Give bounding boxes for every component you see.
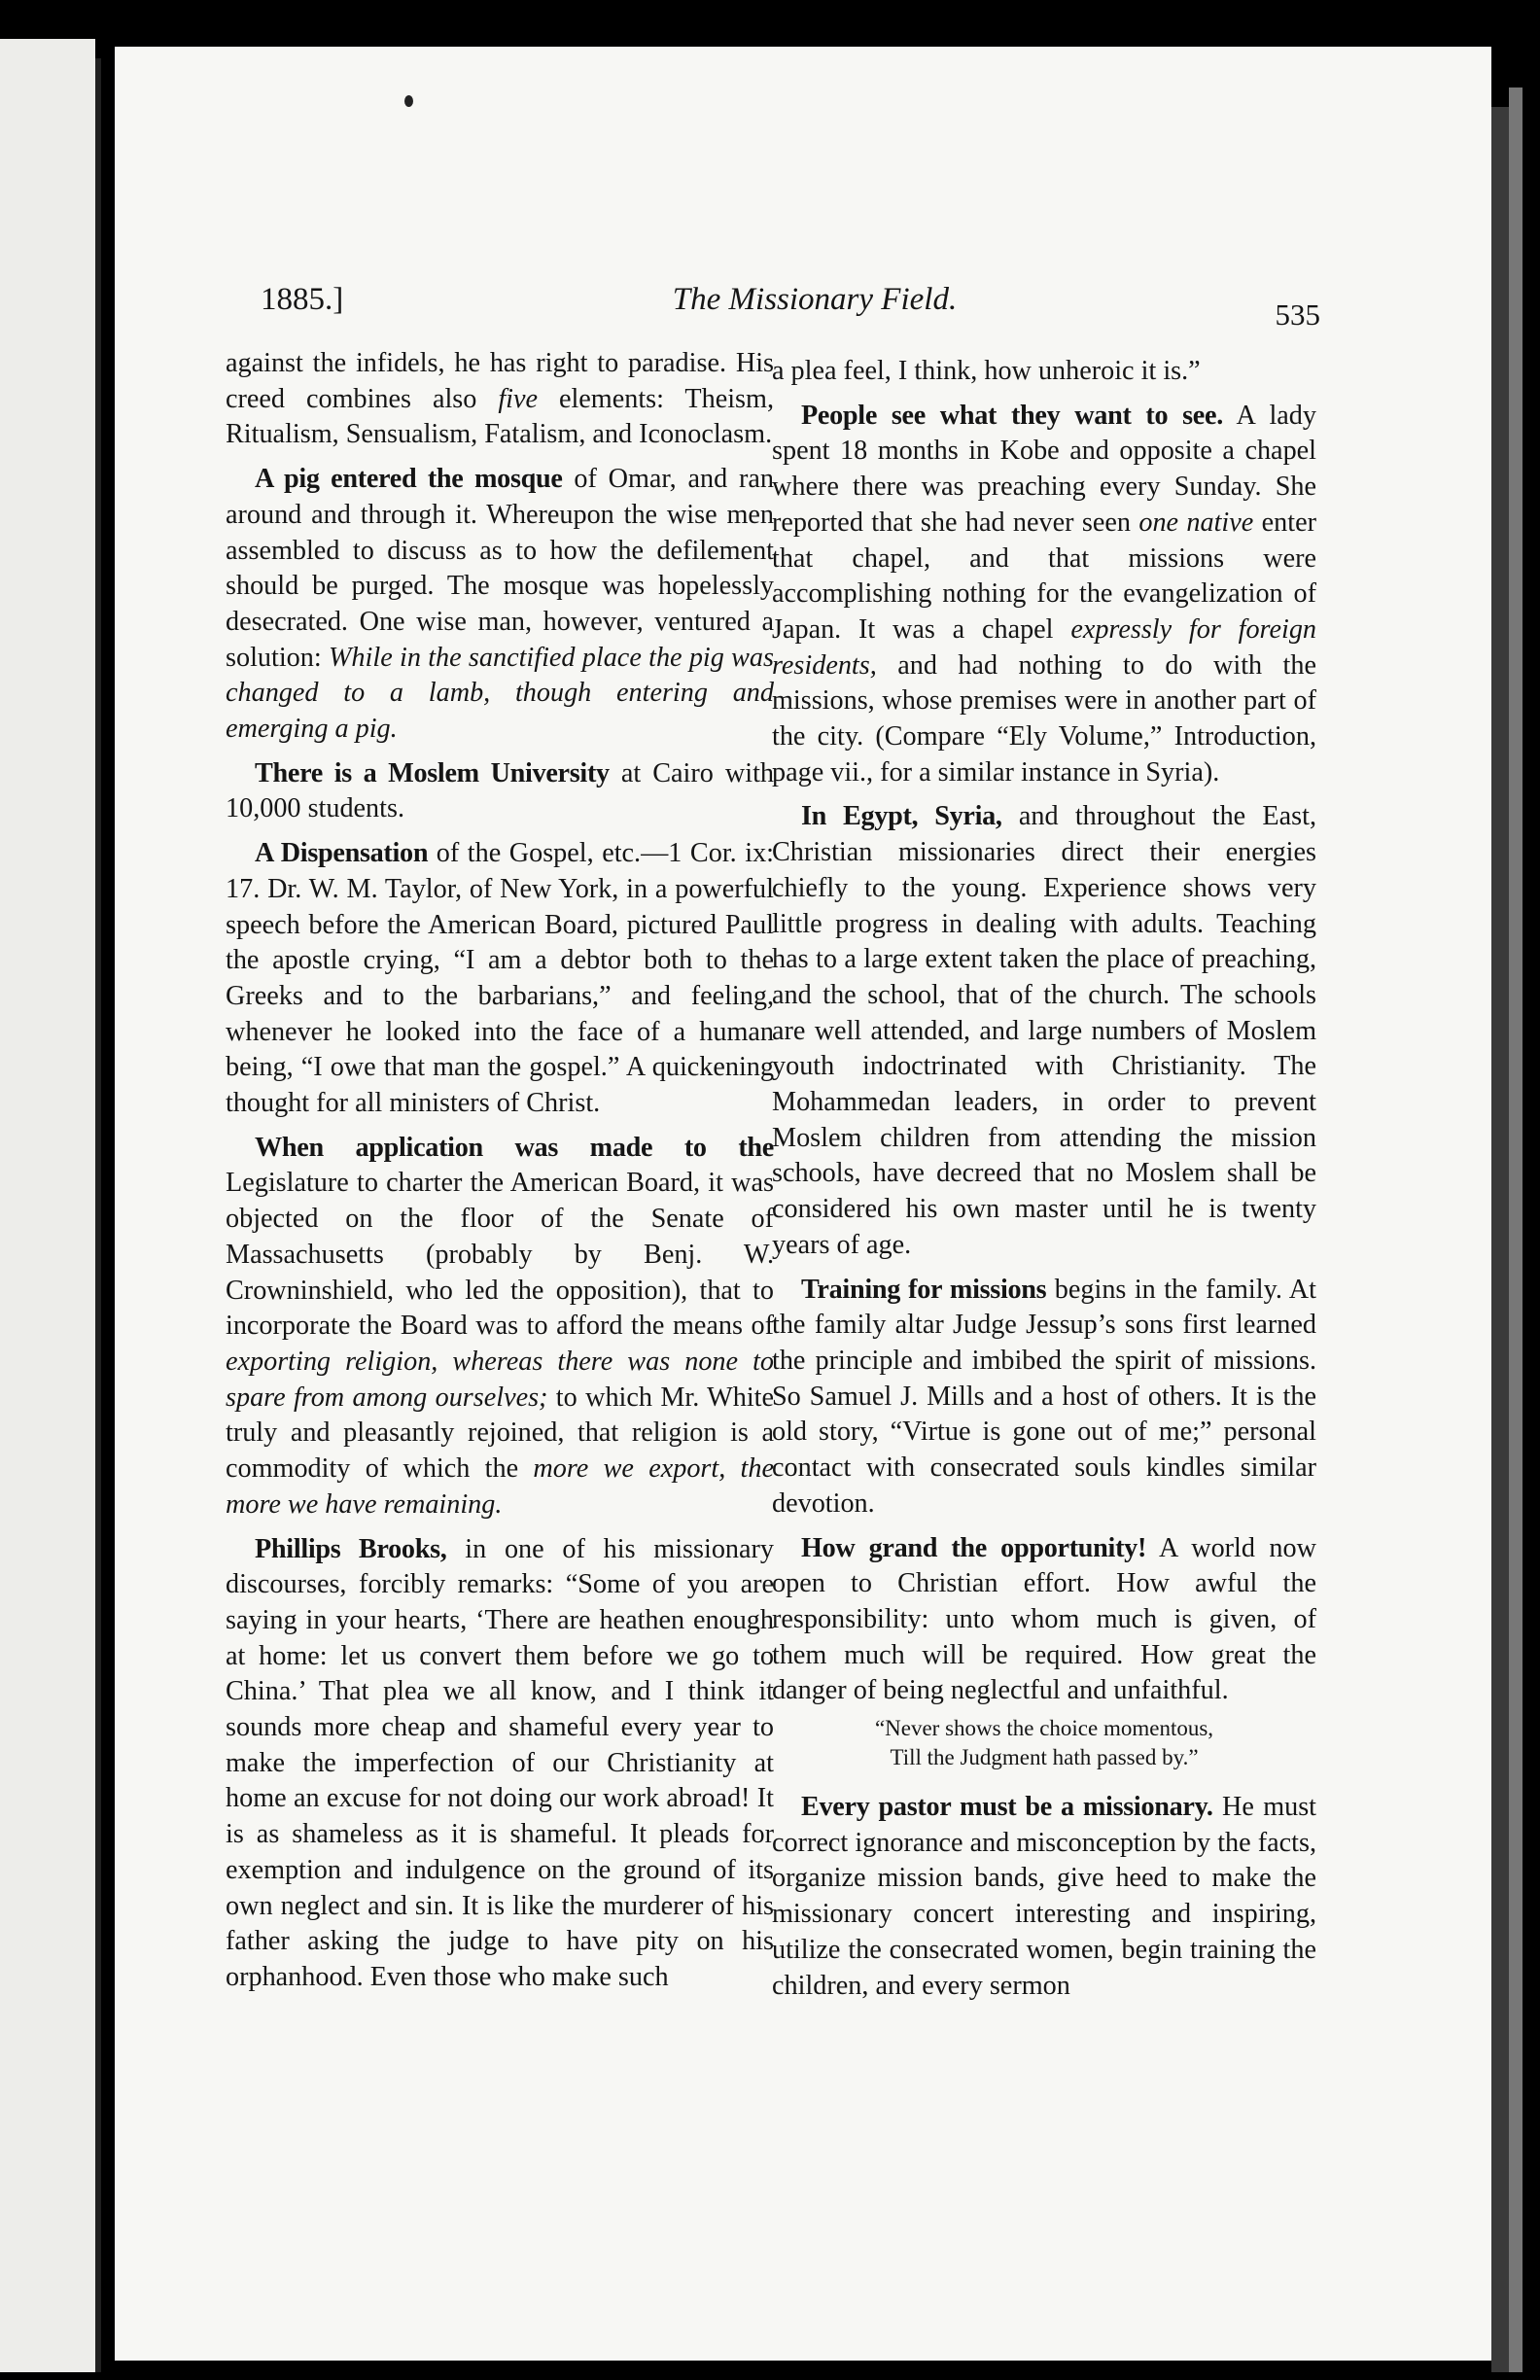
page-stack-edge [1509,88,1522,2372]
paragraph-pig-mosque: A pig entered the mosque of Omar, and ran around and through it. Whereupon the wise men assembled to discuss as to how the defilement should be purged. The mosque was hopelessly desecrated. One wise man, however, ventured a solution: While in the sanctified place the pig was changed to a lamb, though entering and emerging a pig. [226,464,774,745]
left-column [226,346,774,2005]
paragraph-plea-continued: a plea feel, I think, how unheroic it is.” [772,356,1201,386]
header-title: The Missionary Field. [672,282,958,317]
facing-page-strip [0,39,95,2372]
ink-speck [404,95,413,107]
paragraph-creed: against the infidels, he has right to paradise. His creed combines also five elements: Theism, Ritualism, Sensualism, Fatalism, and Iconoclasm. [226,348,775,450]
running-header [261,282,1320,331]
paragraph-application: When application was made to the Legislature to charter the American Board, it was objected on the floor of the Senate of Massachusetts (probably by Benj. W. Crowninshield, who led the opposition), that to incorporate the Board was to afford the means of exporting religion, whereas there was none to spare from among ourselves; to which Mr. White truly and pleasantly rejoined, that religion is a commodity of which the more we export, the more we have remaining. [226,1132,774,1520]
paragraph-people-see: People see what they want to see. A lady spent 18 months in Kobe and opposite a chapel where there was preaching every Sunday. She reported that she had never seen one native enter that chapel, and that missions were accomplishing nothing for the evangelization of Japan. It was a chapel expressly for foreign residents, and had nothing to do with the missions, whose premises were in another part of the city. (Compare “Ely Volume,” Introduction, page vii., for a similar instance in Syria). [772,400,1317,788]
paragraph-phillips-brooks: Phillips Brooks, in one of his missionary discourses, forcibly remarks: “Some of you are saying in your hearts, ‘There are heathen enough at home: let us convert them before we go to China.’ That plea we all know, and I think it sounds more cheap and shameful every year to make the imperfection of our Christianity at home an excuse for not doing our work abroad! It is as shameless as it is shameful. It pleads for exemption and indulgence on the ground of its own neglect and sin. It is like the murderer of his father asking the judge to have pity on his orphanhood. Even those who make such [226,1533,774,1992]
header-year: 1885.] [261,282,344,317]
paragraph-egypt-syria: In Egypt, Syria, and throughout the East, Christian missionaries direct their energies chiefly to the young. Experience shows very little progress in dealing with adults. Teaching has to a large extent taken the place of preaching, and the school, that of the church. The schools are well attended, and large numbers of Moslem youth indoctrinated with Christianity. The Mohammedan leaders, in order to prevent Moslem children from attending the mission schools, have decreed that no Moslem shall be considered his own master until he is twenty years of age. [772,801,1316,1260]
paragraph-dispensation: A Dispensation of the Gospel, etc.—1 Cor. ix: 17. Dr. W. M. Taylor, of New York, in a powerful speech before the American Board, pictured Paul the apostle crying, “I am a debtor both to the Greeks and to the barbarians,” and feeling, whenever he looked into the face of a human being, “I owe that man the gospel.” A quickening thought for all ministers of Christ. [226,838,774,1119]
paragraph-moslem-university: There is a Moslem University at Cairo with 10,000 students. [226,757,774,824]
page-number: 535 [1275,298,1320,332]
paragraph-opportunity: How grand the opportunity! A world now open to Christian effort. How awful the responsibility: unto whom much is given, of them much will be required. How great the danger of being neglectful and unfaithful. [772,1532,1316,1706]
gutter-shadow [95,58,101,2372]
page-edge-shadow [1491,107,1509,2372]
paragraph-training: Training for missions begins in the family. At the family altar Judge Jessup’s sons first learned the principle and imbibed the spirit of missions. So Samuel J. Mills and a host of others. It is the old story, “Virtue is gone out of me;” personal contact with consecrated souls kindles similar devotion. [772,1274,1316,1519]
paragraph-every-pastor: Every pastor must be a missionary. He must correct ignorance and misconception by the facts, organize mission bands, give heed to make the missionary concert interesting and inspiring, utilize the consecrated women, begin training the children, and every sermon [772,1792,1317,2001]
verse-quote: “Never shows the choice momentous, Till the Judgment hath passed by.” [874,1716,1214,1770]
right-column [772,354,1316,2012]
